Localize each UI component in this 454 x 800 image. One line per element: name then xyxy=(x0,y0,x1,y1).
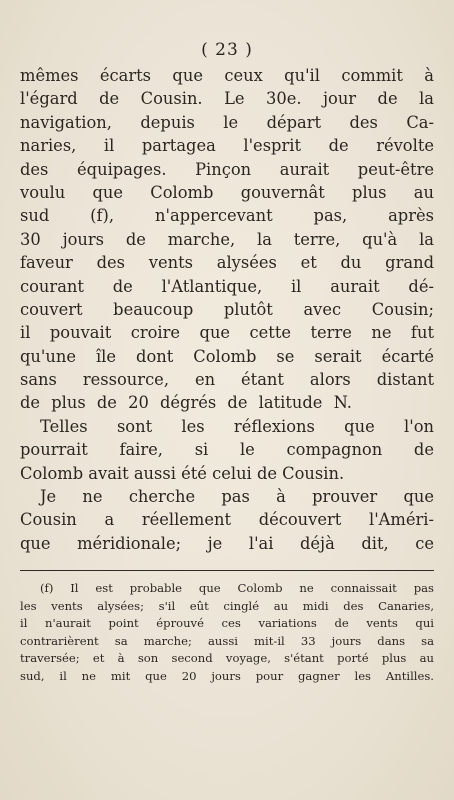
text-line: faveur des vents alysées et du grand xyxy=(20,253,434,273)
text-line: il pouvait croire que cette terre ne fut xyxy=(20,323,434,343)
text-line: Colomb avait aussi été celui de Cousin. xyxy=(20,463,345,483)
text-line: l'égard de Cousin. Le 30e. jour de la xyxy=(20,89,434,109)
page-number: ( 23 ) xyxy=(201,40,253,60)
text-line: 30 jours de marche, la terre, qu'à la xyxy=(20,229,434,249)
text-line: des équipages. Pinçon aurait peut-être xyxy=(20,159,434,179)
text-line: courant de l'Atlantique, il aurait dé- xyxy=(20,276,434,296)
text-line: couvert beaucoup plutôt avec Cousin; xyxy=(20,299,434,319)
text-line: sud (f), n'appercevant pas, après xyxy=(20,206,434,226)
text-line: Telles sont les réflexions que l'on xyxy=(40,416,434,436)
body-text xyxy=(20,64,434,555)
footnote-line: traversée; et à son second voyage, s'étant porté plus au xyxy=(20,651,434,666)
text-line: sans ressource, en étant alors distant xyxy=(20,370,434,390)
footnote-line: il n'aurait point éprouvé ces variations de vents qui xyxy=(20,616,434,631)
text-line: de plus de 20 dégrés de latitude N. xyxy=(20,393,352,413)
footnote-line: sud, il ne mit que 20 jours pour gagner les Antilles. xyxy=(20,668,434,683)
text-line: voulu que Colomb gouvernât plus au xyxy=(20,182,434,202)
text-line: pourrait faire, si le compagnon de xyxy=(20,440,434,460)
footnote xyxy=(20,580,434,686)
footnote-line: les vents alysées; s'il eût cinglé au midi des Canaries, xyxy=(20,598,434,613)
text-line: Cousin a réellement découvert l'Améri- xyxy=(20,510,434,530)
text-line: que méridionale; je l'ai déjà dit, ce xyxy=(20,533,434,553)
text-line: mêmes écarts que ceux qu'il commit à xyxy=(20,66,434,85)
text-line: Je ne cherche pas à prouver que xyxy=(40,487,434,507)
footnote-line: (f) Il est probable que Colomb ne connaissait pas xyxy=(40,581,434,595)
text-line: navigation, depuis le départ des Ca- xyxy=(20,112,434,132)
footnote-line: contrarièrent sa marche; aussi mit-il 33 jours dans sa xyxy=(20,633,434,648)
text-line: qu'une île dont Colomb se serait écarté xyxy=(20,346,434,366)
text-line: naries, il partagea l'esprit de révolte xyxy=(20,136,434,156)
footnote-divider xyxy=(20,570,434,571)
